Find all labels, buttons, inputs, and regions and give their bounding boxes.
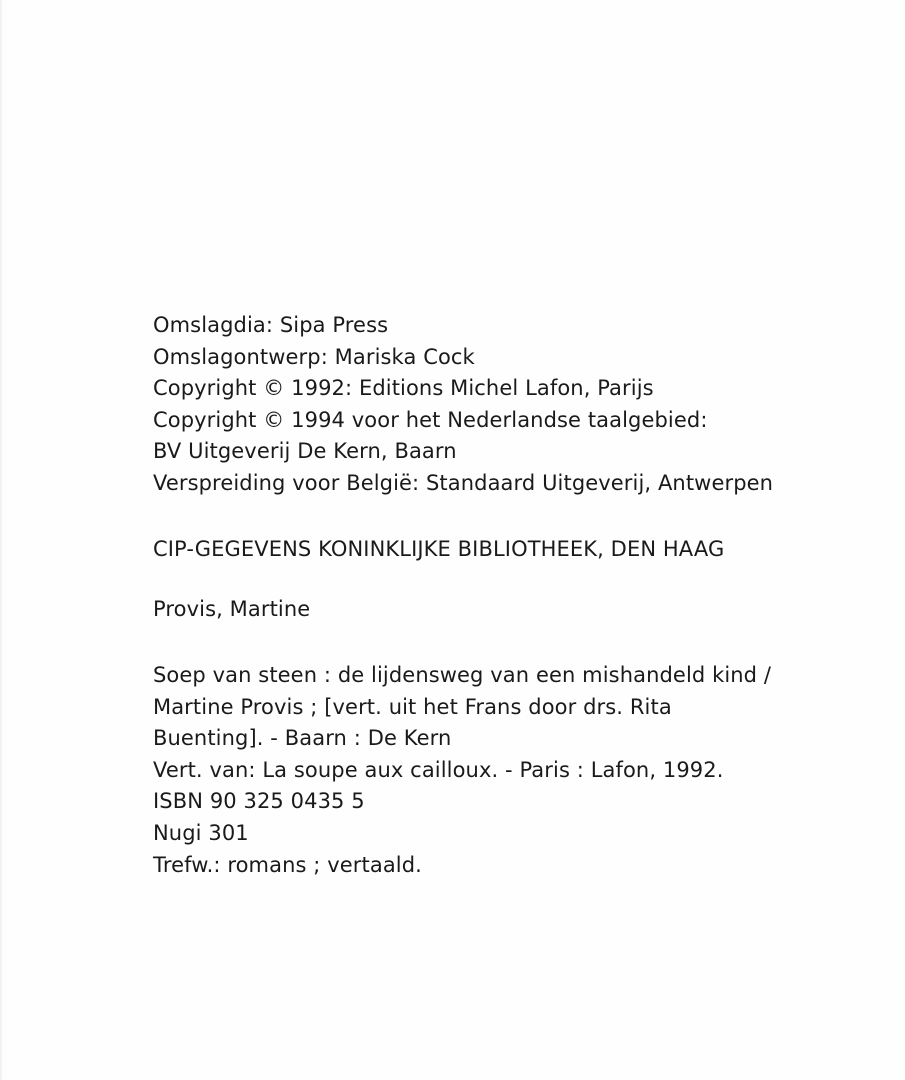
- page-edge-shadow: [0, 0, 3, 1080]
- catalog-keywords: Trefw.: romans ; vertaald.: [153, 852, 422, 877]
- catalog-responsibility-line: Martine Provis ; [vert. uit het Frans door drs. Rita: [153, 694, 672, 719]
- belgian-distribution: Verspreiding voor België: Standaard Uitgeverij, Antwerpen: [153, 470, 774, 495]
- catalog-title-line: Soep van steen : de lijdensweg van een mishandeld kind /: [153, 663, 772, 687]
- cip-header: CIP-GEGEVENS KONINKLIJKE BIBLIOTHEEK, DEN HAAG: [153, 537, 725, 561]
- credits-block: [153, 310, 773, 500]
- dutch-copyright: Copyright © 1994 voor het Nederlandse taalgebied:: [153, 407, 708, 432]
- cover-photo-credit: Omslagdia: Sipa Press: [153, 313, 389, 337]
- author-block: [153, 594, 310, 626]
- catalog-isbn: ISBN 90 325 0435 5: [153, 789, 365, 814]
- catalog-nugi: Nugi 301: [153, 820, 249, 845]
- cover-design-credit: Omslagontwerp: Mariska Cock: [153, 344, 475, 369]
- cip-header-block: [153, 534, 724, 566]
- dutch-publisher: BV Uitgeverij De Kern, Baarn: [153, 439, 457, 464]
- catalog-imprint-line: Buenting]. - Baarn : De Kern: [153, 726, 452, 751]
- catalog-record: [153, 660, 771, 881]
- author-name: Provis, Martine: [153, 597, 311, 621]
- catalog-original-title-line: Vert. van: La soupe aux cailloux. - Paris : Lafon, 1992.: [153, 757, 724, 782]
- original-copyright: Copyright © 1992: Editions Michel Lafon, Parijs: [153, 376, 654, 401]
